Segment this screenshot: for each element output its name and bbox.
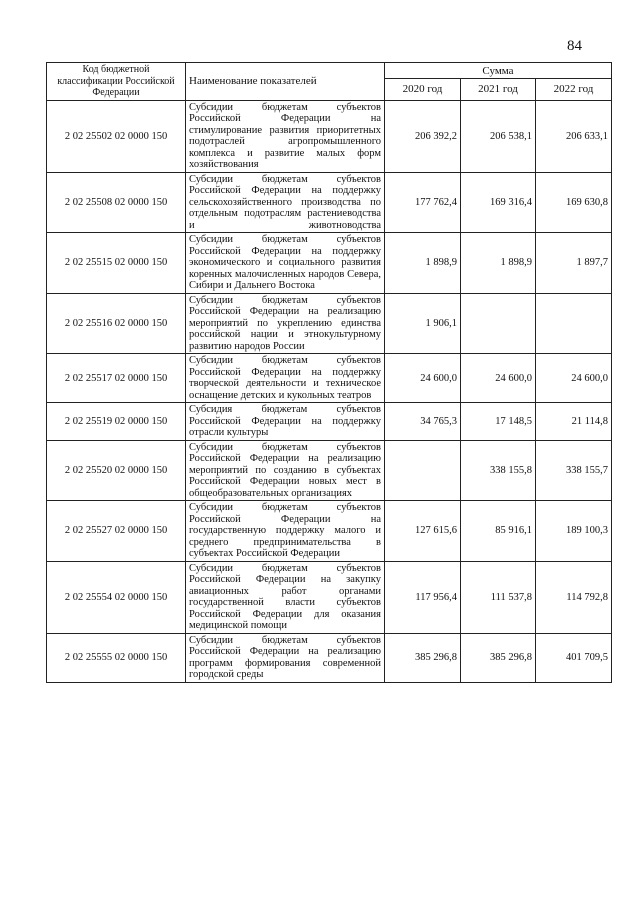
value-2022-cell: 24 600,0	[536, 354, 612, 403]
indicator-name-cell: Субсидии бюджетам субъектов Российской Федерации на поддержку сельскохозяйственного производства по отдельным подотраслям растениеводства и животноводства	[186, 172, 385, 233]
indicator-name-cell: Субсидии бюджетам субъектов Российской Федерации на реализацию мероприятий по созданию в субъектах Российской Федерации новых мест в общеобразовательных организациях	[186, 440, 385, 501]
budget-code-cell: 2 02 25508 02 0000 150	[47, 172, 186, 233]
value-2021-cell: 17 148,5	[461, 403, 536, 441]
table-row	[47, 633, 612, 682]
value-2021-cell: 1 898,9	[461, 233, 536, 294]
table-row	[47, 233, 612, 294]
budget-code-cell: 2 02 25527 02 0000 150	[47, 501, 186, 562]
value-2022-cell: 114 792,8	[536, 561, 612, 633]
value-2022-cell: 21 114,8	[536, 403, 612, 441]
header-sum: Сумма	[385, 63, 612, 79]
indicator-name-cell: Субсидии бюджетам субъектов Российской Федерации на реализацию мероприятий по укреплению единства российской нации и этнокультурному развитию народов России	[186, 293, 385, 354]
header-year-2022: 2022 год	[536, 79, 612, 100]
header-year-2020: 2020 год	[385, 79, 461, 100]
value-2021-cell: 24 600,0	[461, 354, 536, 403]
value-2022-cell: 1 897,7	[536, 233, 612, 294]
table-row	[47, 440, 612, 501]
budget-table	[46, 62, 612, 683]
value-2021-cell: 206 538,1	[461, 100, 536, 172]
budget-code-cell: 2 02 25554 02 0000 150	[47, 561, 186, 633]
value-2020-cell: 177 762,4	[385, 172, 461, 233]
value-2020-cell: 117 956,4	[385, 561, 461, 633]
budget-code-cell: 2 02 25516 02 0000 150	[47, 293, 186, 354]
value-2022-cell: 206 633,1	[536, 100, 612, 172]
value-2020-cell: 206 392,2	[385, 100, 461, 172]
value-2022-cell: 401 709,5	[536, 633, 612, 682]
header-year-2021: 2021 год	[461, 79, 536, 100]
indicator-name-cell: Субсидия бюджетам субъектов Российской Федерации на поддержку отрасли культуры	[186, 403, 385, 441]
value-2021-cell: 169 316,4	[461, 172, 536, 233]
table-row	[47, 403, 612, 441]
budget-code-cell: 2 02 25555 02 0000 150	[47, 633, 186, 682]
value-2022-cell	[536, 293, 612, 354]
value-2022-cell: 189 100,3	[536, 501, 612, 562]
value-2020-cell: 385 296,8	[385, 633, 461, 682]
table-row	[47, 561, 612, 633]
budget-code-cell: 2 02 25517 02 0000 150	[47, 354, 186, 403]
value-2020-cell: 1 906,1	[385, 293, 461, 354]
indicator-name-cell: Субсидии бюджетам субъектов Российской Федерации на стимулирование развития приоритетных подотраслей агропромышленного комплекса и развитие малых форм хозяйствования	[186, 100, 385, 172]
indicator-name-cell: Субсидии бюджетам субъектов Российской Федерации на поддержку творческой деятельности и техническое оснащение детских и кукольных театров	[186, 354, 385, 403]
indicator-name-cell: Субсидии бюджетам субъектов Российской Федерации на реализацию программ формирования современной городской среды	[186, 633, 385, 682]
indicator-name-cell: Субсидии бюджетам субъектов Российской Федерации на государственную поддержку малого и среднего предпринимательства в субъектах Российской Федерации	[186, 501, 385, 562]
value-2022-cell: 338 155,7	[536, 440, 612, 501]
value-2020-cell: 34 765,3	[385, 403, 461, 441]
header-indicator-name: Наименование показателей	[186, 63, 385, 101]
budget-code-cell: 2 02 25520 02 0000 150	[47, 440, 186, 501]
indicator-name-cell: Субсидии бюджетам субъектов Российской Федерации на поддержку экономического и социального развития коренных малочисленных народов Севера, Сибири и Дальнего Востока	[186, 233, 385, 294]
table-row	[47, 172, 612, 233]
value-2020-cell: 127 615,6	[385, 501, 461, 562]
value-2022-cell: 169 630,8	[536, 172, 612, 233]
table-row	[47, 501, 612, 562]
table-row	[47, 354, 612, 403]
value-2021-cell: 338 155,8	[461, 440, 536, 501]
value-2021-cell: 111 537,8	[461, 561, 536, 633]
budget-code-cell: 2 02 25502 02 0000 150	[47, 100, 186, 172]
table-row	[47, 100, 612, 172]
value-2020-cell: 1 898,9	[385, 233, 461, 294]
table-row	[47, 293, 612, 354]
page-number: 84	[567, 38, 582, 54]
budget-code-cell: 2 02 25519 02 0000 150	[47, 403, 186, 441]
indicator-name-cell: Субсидии бюджетам субъектов Российской Федерации на закупку авиационных работ органами государственной власти субъектов Российской Федерации для оказания медицинской помощи	[186, 561, 385, 633]
value-2021-cell: 85 916,1	[461, 501, 536, 562]
value-2020-cell: 24 600,0	[385, 354, 461, 403]
budget-code-cell: 2 02 25515 02 0000 150	[47, 233, 186, 294]
value-2020-cell	[385, 440, 461, 501]
value-2021-cell	[461, 293, 536, 354]
header-budget-code: Код бюджетной классификации Российской Федерации	[47, 63, 186, 101]
value-2021-cell: 385 296,8	[461, 633, 536, 682]
